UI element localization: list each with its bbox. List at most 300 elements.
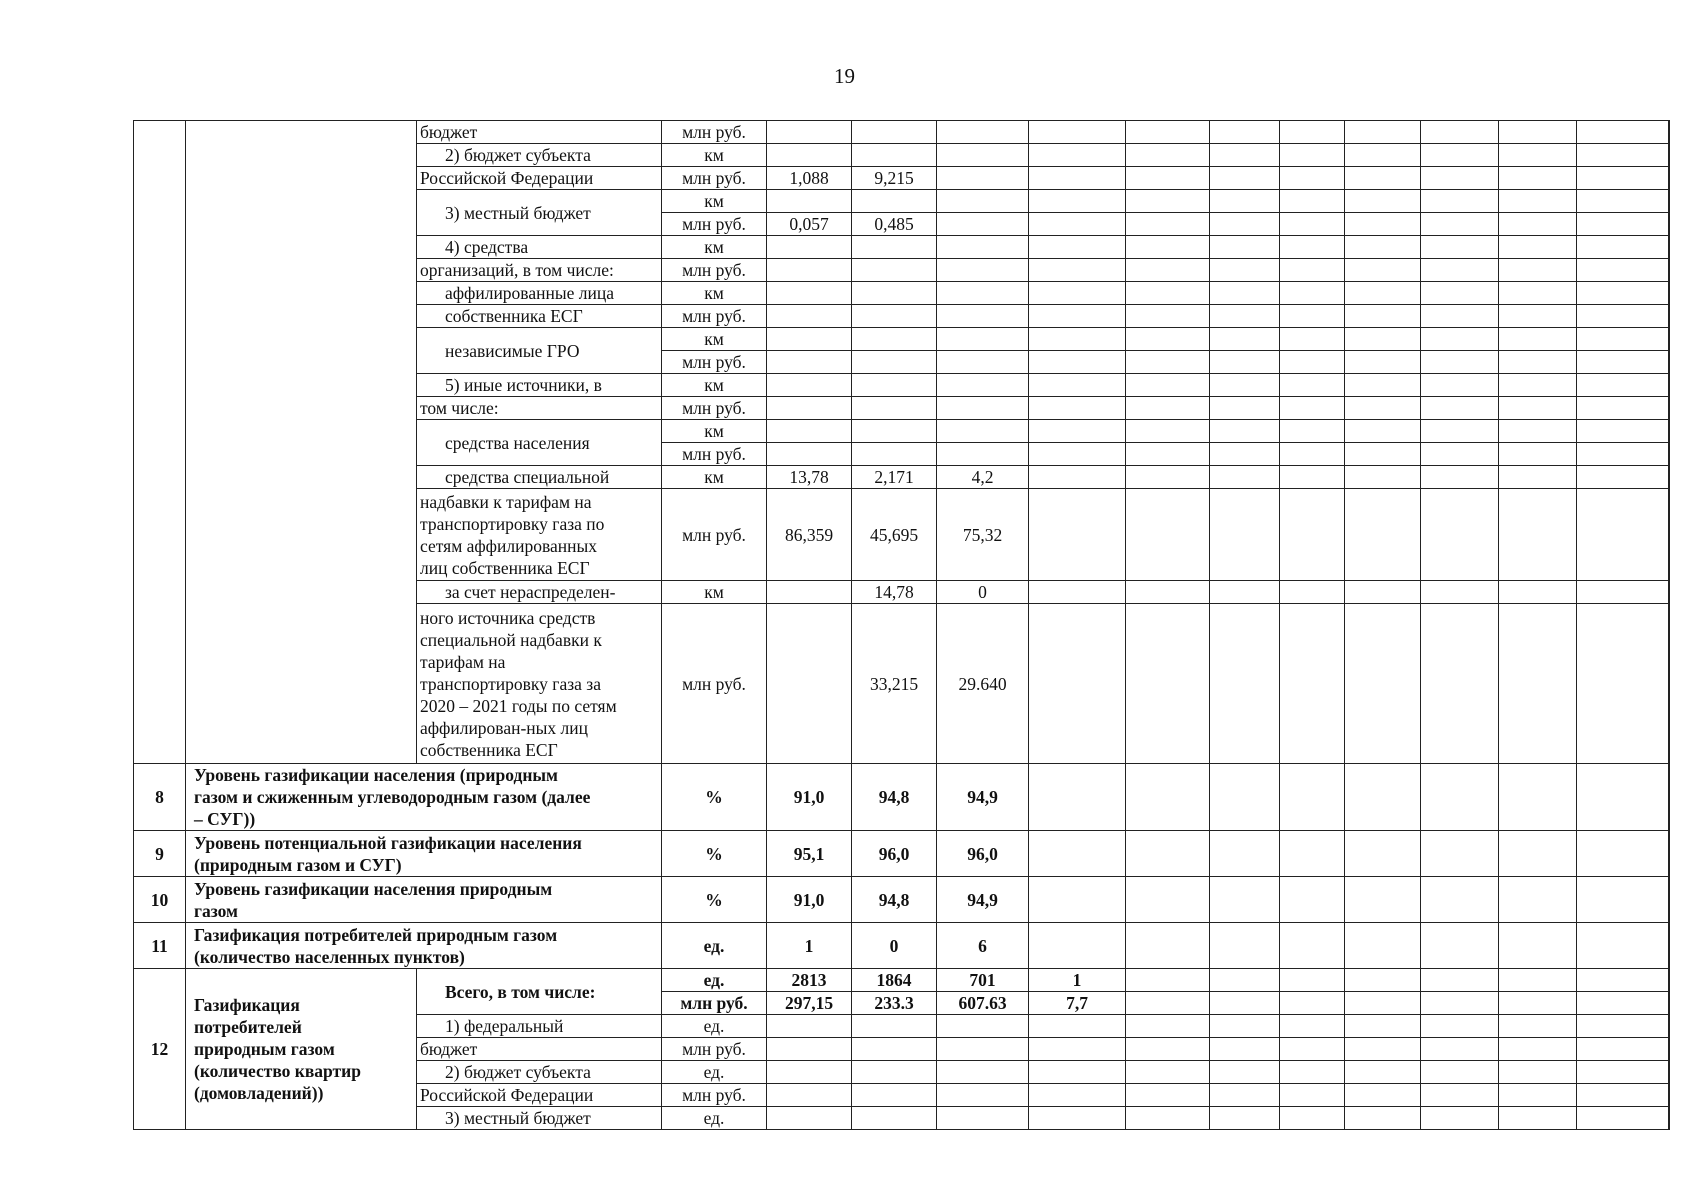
value-cell bbox=[1029, 397, 1126, 420]
value-cell bbox=[1280, 764, 1345, 831]
funding-source-text: средства населения bbox=[445, 432, 590, 453]
value-cell bbox=[1577, 144, 1669, 167]
value-cell bbox=[937, 282, 1029, 305]
value-cell bbox=[767, 190, 852, 213]
value-cell bbox=[1421, 374, 1499, 397]
unit: млн руб. bbox=[662, 259, 767, 282]
value-cell bbox=[1280, 282, 1345, 305]
value-cell bbox=[1577, 374, 1669, 397]
value-cell bbox=[1280, 1015, 1345, 1038]
funding-source-text: независимые ГРО bbox=[445, 340, 580, 361]
funding-source bbox=[417, 466, 662, 489]
value-cell bbox=[1421, 992, 1499, 1015]
value-cell bbox=[1345, 236, 1421, 259]
value-cell bbox=[1029, 236, 1126, 259]
value-cell bbox=[1577, 1038, 1669, 1061]
unit: млн руб. bbox=[662, 1038, 767, 1061]
value-cell bbox=[1126, 604, 1210, 764]
value-cell bbox=[1499, 121, 1577, 144]
value-cell bbox=[1126, 167, 1210, 190]
value-cell bbox=[1421, 764, 1499, 831]
value-cell bbox=[1345, 213, 1421, 236]
value-cell bbox=[767, 374, 852, 397]
value-cell bbox=[852, 1107, 937, 1130]
value-cell bbox=[1126, 923, 1210, 969]
value-cell bbox=[1029, 923, 1126, 969]
value-cell bbox=[1421, 259, 1499, 282]
value-cell bbox=[1210, 923, 1280, 969]
value-cell bbox=[937, 305, 1029, 328]
value-cell bbox=[1210, 969, 1280, 992]
value-cell bbox=[1029, 167, 1126, 190]
value-cell bbox=[1577, 992, 1669, 1015]
value-cell bbox=[1421, 397, 1499, 420]
funding-source bbox=[417, 374, 662, 397]
funding-source bbox=[417, 969, 662, 1015]
value-cell bbox=[1345, 604, 1421, 764]
value-cell bbox=[1210, 259, 1280, 282]
unit: млн руб. bbox=[662, 213, 767, 236]
table-row bbox=[134, 831, 1670, 877]
total-cell bbox=[1669, 992, 1670, 1015]
value-cell bbox=[937, 351, 1029, 374]
value-cell bbox=[1280, 259, 1345, 282]
value-cell bbox=[1345, 144, 1421, 167]
value-cell bbox=[1577, 305, 1669, 328]
value-cell bbox=[1577, 466, 1669, 489]
value-cell: 0,485 bbox=[852, 213, 937, 236]
value-cell bbox=[852, 259, 937, 282]
value-cell bbox=[1126, 1038, 1210, 1061]
total-cell bbox=[1669, 305, 1670, 328]
value-cell bbox=[1421, 1084, 1499, 1107]
value-cell bbox=[1345, 923, 1421, 969]
value-cell bbox=[1499, 351, 1577, 374]
value-cell: 33,215 bbox=[852, 604, 937, 764]
value-cell bbox=[1126, 969, 1210, 992]
total-cell bbox=[1669, 259, 1670, 282]
value-cell bbox=[767, 305, 852, 328]
table-row bbox=[134, 764, 1670, 831]
value-cell bbox=[852, 1061, 937, 1084]
unit: ед. bbox=[662, 969, 767, 992]
value-cell bbox=[1029, 121, 1126, 144]
value-cell bbox=[937, 1084, 1029, 1107]
funding-source-text: организаций, в том числе: bbox=[420, 260, 614, 280]
value-cell bbox=[1029, 466, 1126, 489]
funding-source-text: за счет нераспределен- bbox=[445, 582, 616, 602]
value-cell bbox=[767, 581, 852, 604]
value-cell bbox=[1029, 259, 1126, 282]
value-cell bbox=[1126, 144, 1210, 167]
value-cell bbox=[1029, 1084, 1126, 1107]
value-cell: 96,0 bbox=[937, 831, 1029, 877]
value-cell bbox=[1126, 489, 1210, 581]
value-cell bbox=[1421, 831, 1499, 877]
value-cell bbox=[1029, 489, 1126, 581]
unit: км bbox=[662, 144, 767, 167]
value-cell bbox=[1499, 992, 1577, 1015]
funding-source-text: 3) местный бюджет bbox=[445, 202, 591, 223]
value-cell bbox=[1345, 1107, 1421, 1130]
value-cell bbox=[852, 282, 937, 305]
indicator-name bbox=[186, 877, 662, 923]
value-cell bbox=[1029, 374, 1126, 397]
value-cell bbox=[1126, 1061, 1210, 1084]
total-cell bbox=[1669, 831, 1670, 877]
value-cell bbox=[852, 351, 937, 374]
total-cell bbox=[1669, 236, 1670, 259]
value-cell bbox=[852, 397, 937, 420]
value-cell bbox=[1577, 1015, 1669, 1038]
value-cell bbox=[1345, 167, 1421, 190]
value-cell bbox=[1577, 581, 1669, 604]
total-cell bbox=[1669, 397, 1670, 420]
value-cell bbox=[1280, 466, 1345, 489]
indicator-name bbox=[186, 121, 417, 764]
funding-source bbox=[417, 397, 662, 420]
unit: млн руб. bbox=[662, 443, 767, 466]
indicator-name bbox=[186, 764, 662, 831]
value-cell bbox=[852, 328, 937, 351]
value-cell bbox=[1126, 1084, 1210, 1107]
funding-source bbox=[417, 420, 662, 466]
value-cell bbox=[1577, 969, 1669, 992]
total-cell bbox=[1669, 213, 1670, 236]
row-number bbox=[134, 121, 186, 764]
funding-source-text: надбавки к тарифам на транспортировку газа по сетям аффилированных лиц собственника ЕСГ bbox=[420, 491, 605, 578]
value-cell bbox=[1421, 1107, 1499, 1130]
value-cell bbox=[1421, 969, 1499, 992]
value-cell bbox=[937, 144, 1029, 167]
unit: ед. bbox=[662, 923, 767, 969]
value-cell bbox=[1421, 190, 1499, 213]
value-cell bbox=[1577, 764, 1669, 831]
unit: км bbox=[662, 420, 767, 443]
value-cell bbox=[1280, 489, 1345, 581]
value-cell bbox=[1029, 1061, 1126, 1084]
value-cell bbox=[937, 443, 1029, 466]
funding-source bbox=[417, 282, 662, 305]
value-cell bbox=[1210, 351, 1280, 374]
funding-source bbox=[417, 489, 662, 581]
value-cell bbox=[852, 443, 937, 466]
value-cell bbox=[1345, 328, 1421, 351]
value-cell bbox=[1421, 877, 1499, 923]
value-cell bbox=[1577, 213, 1669, 236]
value-cell bbox=[1345, 305, 1421, 328]
value-cell bbox=[1280, 831, 1345, 877]
value-cell bbox=[1499, 1107, 1577, 1130]
value-cell: 6 bbox=[937, 923, 1029, 969]
funding-source-text: 3) местный бюджет bbox=[445, 1108, 591, 1128]
value-cell bbox=[1499, 923, 1577, 969]
value-cell bbox=[1126, 259, 1210, 282]
funding-source-text: ного источника средств специальной надбавки к тарифам на транспортировку газа за 2020 – 2021 годы по сетям аффилирован-ных лиц собственника ЕСГ bbox=[420, 607, 617, 760]
value-cell bbox=[1280, 305, 1345, 328]
funding-source-text: 2) бюджет субъекта bbox=[445, 145, 591, 165]
funding-source bbox=[417, 144, 662, 167]
value-cell bbox=[1577, 328, 1669, 351]
value-cell bbox=[1421, 1038, 1499, 1061]
value-cell: 0,057 bbox=[767, 213, 852, 236]
value-cell: 91,0 bbox=[767, 877, 852, 923]
value-cell bbox=[1280, 167, 1345, 190]
funding-source-text: 2) бюджет субъекта bbox=[445, 1062, 591, 1082]
value-cell bbox=[1577, 397, 1669, 420]
value-cell bbox=[1499, 581, 1577, 604]
total-cell bbox=[1669, 1038, 1670, 1061]
value-cell bbox=[1280, 397, 1345, 420]
value-cell bbox=[1210, 144, 1280, 167]
value-cell bbox=[1210, 604, 1280, 764]
funding-source bbox=[417, 328, 662, 374]
total-cell bbox=[1669, 1107, 1670, 1130]
value-cell: 4,2 bbox=[937, 466, 1029, 489]
value-cell bbox=[1210, 1084, 1280, 1107]
value-cell bbox=[1210, 1061, 1280, 1084]
total-cell bbox=[1669, 489, 1670, 581]
value-cell bbox=[1126, 1107, 1210, 1130]
value-cell bbox=[1499, 1084, 1577, 1107]
value-cell bbox=[1345, 489, 1421, 581]
unit: % bbox=[662, 764, 767, 831]
value-cell bbox=[1421, 305, 1499, 328]
unit: км bbox=[662, 190, 767, 213]
value-cell bbox=[1421, 167, 1499, 190]
total-cell bbox=[1669, 190, 1670, 213]
value-cell bbox=[1280, 190, 1345, 213]
value-cell bbox=[1210, 831, 1280, 877]
value-cell bbox=[1499, 604, 1577, 764]
value-cell bbox=[1499, 397, 1577, 420]
value-cell bbox=[1577, 1107, 1669, 1130]
value-cell bbox=[1499, 259, 1577, 282]
value-cell bbox=[1210, 1038, 1280, 1061]
value-cell bbox=[1210, 877, 1280, 923]
value-cell bbox=[1577, 420, 1669, 443]
value-cell bbox=[1210, 167, 1280, 190]
value-cell bbox=[767, 328, 852, 351]
value-cell bbox=[1029, 443, 1126, 466]
value-cell bbox=[1577, 190, 1669, 213]
unit: млн руб. bbox=[662, 351, 767, 374]
funding-source-text: средства специальной bbox=[445, 467, 610, 487]
total-cell bbox=[1669, 420, 1670, 443]
value-cell bbox=[1421, 1015, 1499, 1038]
unit: млн руб. bbox=[662, 992, 767, 1015]
value-cell bbox=[767, 604, 852, 764]
funding-source bbox=[417, 1061, 662, 1084]
value-cell: 75,32 bbox=[937, 489, 1029, 581]
value-cell bbox=[767, 1084, 852, 1107]
funding-source-text: Российской Федерации bbox=[420, 1085, 594, 1105]
funding-source-text: том числе: bbox=[420, 398, 499, 418]
value-cell: 94,8 bbox=[852, 877, 937, 923]
value-cell bbox=[1029, 144, 1126, 167]
funding-source-text: 1) федеральный bbox=[445, 1016, 564, 1036]
unit: млн руб. bbox=[662, 121, 767, 144]
page-number: 19 bbox=[834, 64, 855, 88]
funding-source-text: бюджет bbox=[420, 1039, 478, 1059]
value-cell bbox=[852, 1038, 937, 1061]
value-cell bbox=[1577, 443, 1669, 466]
value-cell bbox=[937, 1038, 1029, 1061]
value-cell bbox=[1577, 604, 1669, 764]
funding-source bbox=[417, 236, 662, 259]
value-cell bbox=[1345, 282, 1421, 305]
value-cell bbox=[1210, 992, 1280, 1015]
value-cell bbox=[1345, 877, 1421, 923]
value-cell bbox=[1345, 581, 1421, 604]
total-cell bbox=[1669, 1061, 1670, 1084]
value-cell bbox=[1499, 1061, 1577, 1084]
table-row bbox=[134, 877, 1670, 923]
value-cell: 94,9 bbox=[937, 764, 1029, 831]
value-cell bbox=[767, 1015, 852, 1038]
value-cell bbox=[1280, 1084, 1345, 1107]
funding-source bbox=[417, 1038, 662, 1061]
value-cell: 2813 bbox=[767, 969, 852, 992]
value-cell: 14,78 bbox=[852, 581, 937, 604]
value-cell bbox=[1280, 1038, 1345, 1061]
value-cell bbox=[1029, 305, 1126, 328]
value-cell: 701 bbox=[937, 969, 1029, 992]
value-cell bbox=[767, 236, 852, 259]
value-cell bbox=[767, 397, 852, 420]
value-cell bbox=[1210, 282, 1280, 305]
indicator-name bbox=[186, 969, 417, 1130]
total-cell bbox=[1669, 581, 1670, 604]
value-cell bbox=[1577, 121, 1669, 144]
unit: % bbox=[662, 877, 767, 923]
value-cell bbox=[1029, 213, 1126, 236]
value-cell bbox=[1577, 923, 1669, 969]
value-cell bbox=[1499, 236, 1577, 259]
value-cell bbox=[1577, 1084, 1669, 1107]
value-cell bbox=[1126, 305, 1210, 328]
row-number: 11 bbox=[134, 923, 186, 969]
value-cell bbox=[1499, 764, 1577, 831]
funding-source-text: 4) средства bbox=[445, 237, 529, 257]
value-cell: 94,9 bbox=[937, 877, 1029, 923]
value-cell bbox=[852, 420, 937, 443]
unit: ед. bbox=[662, 1015, 767, 1038]
value-cell bbox=[1210, 764, 1280, 831]
value-cell bbox=[1029, 1107, 1126, 1130]
value-cell bbox=[1210, 305, 1280, 328]
value-cell: 45,695 bbox=[852, 489, 937, 581]
indicator-name-text: Газификация потребителей природным газом (количество населенных пунктов) bbox=[194, 924, 558, 967]
value-cell: 0 bbox=[852, 923, 937, 969]
funding-source-text: собственника ЕСГ bbox=[445, 306, 583, 326]
unit: млн руб. bbox=[662, 167, 767, 190]
value-cell bbox=[1126, 581, 1210, 604]
value-cell bbox=[1345, 1038, 1421, 1061]
value-cell bbox=[767, 1038, 852, 1061]
value-cell bbox=[1345, 1061, 1421, 1084]
value-cell bbox=[1029, 351, 1126, 374]
value-cell bbox=[1421, 420, 1499, 443]
value-cell bbox=[852, 144, 937, 167]
table-row bbox=[134, 923, 1670, 969]
table-row bbox=[134, 969, 1670, 992]
indicator-name-text: Уровень газификации населения (природным газом и сжиженным углеводородным газом (далее – СУГ)) bbox=[194, 765, 591, 829]
value-cell bbox=[1126, 213, 1210, 236]
value-cell bbox=[852, 190, 937, 213]
value-cell bbox=[1280, 351, 1345, 374]
value-cell bbox=[1345, 420, 1421, 443]
value-cell bbox=[937, 236, 1029, 259]
value-cell bbox=[937, 213, 1029, 236]
value-cell bbox=[1499, 167, 1577, 190]
value-cell bbox=[767, 443, 852, 466]
value-cell bbox=[1280, 420, 1345, 443]
value-cell bbox=[1126, 466, 1210, 489]
row-number: 9 bbox=[134, 831, 186, 877]
value-cell bbox=[1210, 397, 1280, 420]
value-cell bbox=[1210, 121, 1280, 144]
funding-source bbox=[417, 259, 662, 282]
value-cell bbox=[1280, 236, 1345, 259]
value-cell bbox=[937, 397, 1029, 420]
value-cell bbox=[1499, 489, 1577, 581]
value-cell bbox=[1577, 236, 1669, 259]
value-cell bbox=[1126, 397, 1210, 420]
value-cell bbox=[937, 167, 1029, 190]
table-row bbox=[134, 121, 1670, 144]
funding-source-text: бюджет bbox=[420, 122, 478, 142]
unit: % bbox=[662, 831, 767, 877]
value-cell bbox=[1421, 213, 1499, 236]
gasification-table bbox=[133, 120, 1670, 1130]
value-cell: 2,171 bbox=[852, 466, 937, 489]
value-cell: 7,7 bbox=[1029, 992, 1126, 1015]
value-cell bbox=[1577, 877, 1669, 923]
value-cell bbox=[1499, 831, 1577, 877]
value-cell bbox=[1421, 328, 1499, 351]
indicator-name-text: Уровень газификации населения природным газом bbox=[194, 878, 553, 921]
value-cell: 0 bbox=[937, 581, 1029, 604]
row-number: 10 bbox=[134, 877, 186, 923]
value-cell: 1 bbox=[1029, 969, 1126, 992]
total-cell bbox=[1669, 764, 1670, 831]
value-cell bbox=[1029, 581, 1126, 604]
value-cell bbox=[1280, 604, 1345, 764]
value-cell bbox=[1577, 167, 1669, 190]
value-cell bbox=[1421, 236, 1499, 259]
unit: км bbox=[662, 374, 767, 397]
value-cell bbox=[1345, 443, 1421, 466]
funding-source-text: 5) иные источники, в bbox=[445, 375, 602, 395]
value-cell bbox=[1499, 190, 1577, 213]
row-number: 12 bbox=[134, 969, 186, 1130]
value-cell bbox=[1210, 581, 1280, 604]
value-cell bbox=[1126, 1015, 1210, 1038]
total-cell bbox=[1669, 351, 1670, 374]
total-cell bbox=[1669, 121, 1670, 144]
value-cell bbox=[1280, 213, 1345, 236]
value-cell bbox=[1210, 489, 1280, 581]
value-cell bbox=[1499, 305, 1577, 328]
unit: млн руб. bbox=[662, 305, 767, 328]
value-cell bbox=[1280, 923, 1345, 969]
value-cell bbox=[1345, 1015, 1421, 1038]
value-cell bbox=[1577, 489, 1669, 581]
value-cell bbox=[1126, 443, 1210, 466]
value-cell: 607.63 bbox=[937, 992, 1029, 1015]
value-cell bbox=[1029, 604, 1126, 764]
